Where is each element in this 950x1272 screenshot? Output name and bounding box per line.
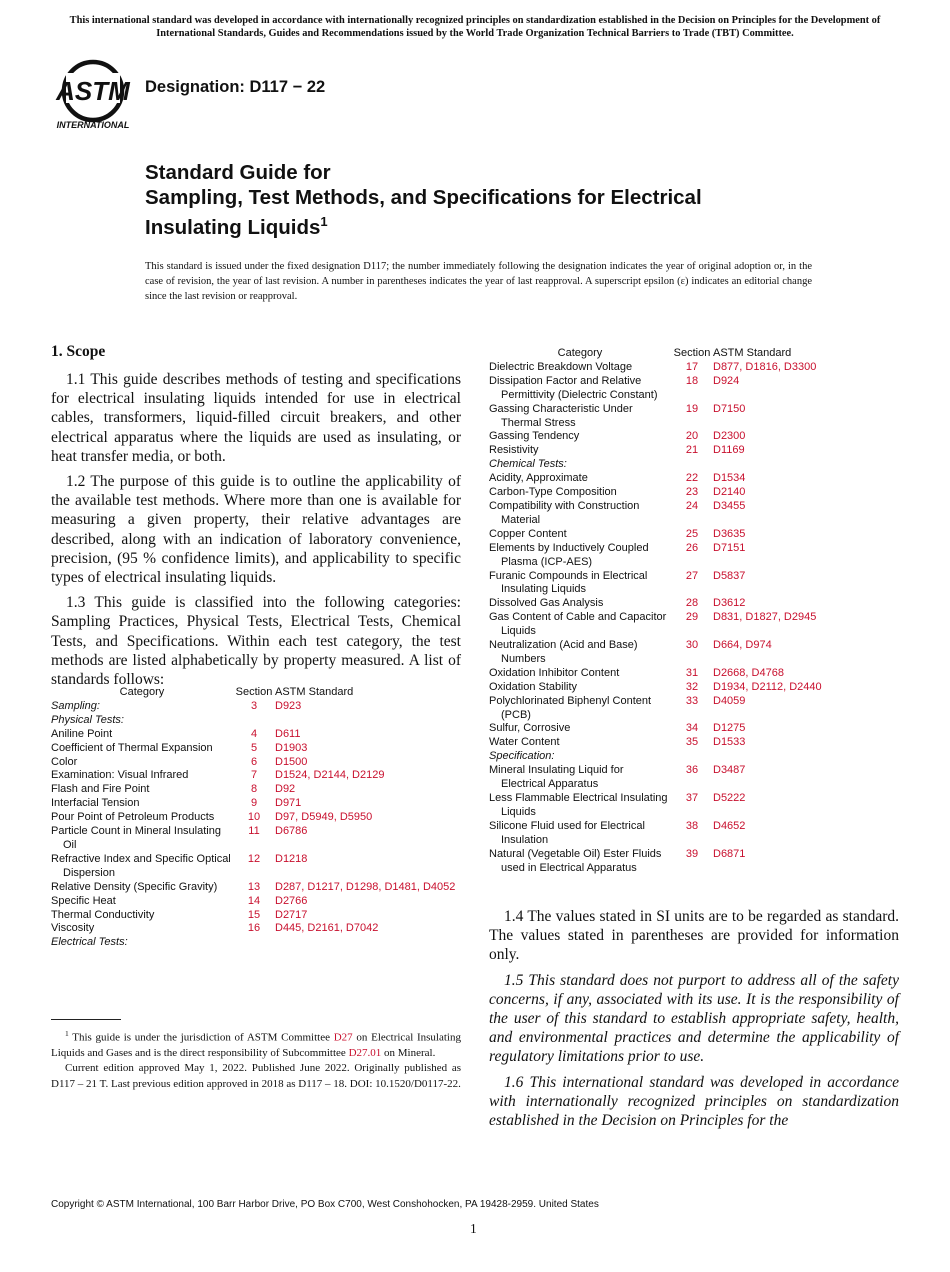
table-row — [489, 500, 909, 528]
standard-cell[interactable]: D6871 — [713, 847, 746, 860]
category-cell: Furanic Compounds in Electrical Insulating Liquids — [489, 569, 648, 596]
title-line-3 — [145, 210, 702, 240]
group-label: Sampling: — [51, 699, 100, 712]
category-cell: Dielectric Breakdown Voltage — [489, 360, 633, 373]
section-cell[interactable]: 35 — [685, 736, 699, 749]
astm-logo — [52, 57, 134, 133]
section-cell[interactable]: 28 — [685, 597, 699, 610]
standard-cell[interactable]: D2300 — [713, 430, 746, 443]
category-cell: Color — [51, 755, 78, 768]
header-category: Category — [119, 686, 165, 698]
table-group-row — [51, 714, 461, 728]
table-row — [489, 430, 909, 444]
standard-cell[interactable]: D2766 — [275, 894, 308, 907]
section-cell[interactable]: 27 — [685, 569, 699, 582]
footnote-1 — [51, 1026, 461, 1061]
standard-cell[interactable]: D664, D974 — [713, 639, 772, 652]
table-row — [51, 756, 461, 770]
title-line-2: Sampling, Test Methods, and Specifications for Electrical — [145, 185, 702, 209]
title-line-1: Standard Guide for — [145, 161, 331, 184]
paragraph-1-2: 1.2 The purpose of this guide is to outline the applicability of the available test methods. Where more than one is available for measuring a given property, their relative advantages are described, along with an indication of laboratory convenience, precision, (95 % confidence limits), and applicability to specific types of electrical insulating liquids. — [51, 473, 461, 587]
standard-cell[interactable]: D97, D5949, D5950 — [275, 811, 373, 824]
category-cell: Gassing Tendency — [489, 430, 580, 443]
standard-cell[interactable]: D1218 — [275, 852, 308, 865]
table-row — [489, 792, 909, 820]
section-cell[interactable]: 9 — [250, 797, 258, 810]
copyright: Copyright © ASTM International, 100 Barr Harbor Drive, PO Box C700, West Conshohocken, PA 19428-2959. United States — [51, 1199, 599, 1210]
standard-cell[interactable]: D923 — [275, 699, 302, 712]
section-cell[interactable]: 10 — [247, 811, 261, 824]
table-row — [51, 922, 461, 936]
table-row — [489, 472, 909, 486]
top-notice: This international standard was developed in accordance with internationally recognized principles on standardization established in the Decision on Principles for the Development of International Standards, Guides and Recommendations issued by the World Trade Organization Technical Barriers to Trade (TBT) Committee. — [69, 15, 881, 39]
table-header — [489, 347, 909, 361]
title-line-3-text: Insulating Liquids — [145, 215, 321, 239]
paragraph-1-1: 1.1 This guide describes methods of testing and specifications for electrical insulating liquids intended for use in electrical cables, transformers, liquid-filled circuit breakers, and other electrical apparatus where the liquids are used as insulating, or heat transfer media, or both. — [51, 371, 461, 465]
standard-cell[interactable]: D445, D2161, D7042 — [275, 922, 379, 935]
category-cell: Dissolved Gas Analysis — [489, 597, 604, 610]
section-cell[interactable]: 25 — [685, 527, 699, 540]
table-row — [489, 361, 909, 375]
category-cell: Flash and Fire Point — [51, 783, 150, 796]
table-group-row — [489, 458, 909, 472]
category-cell: Gassing Characteristic Under Thermal Stress — [489, 402, 633, 429]
table-group-row — [51, 936, 461, 950]
table-row — [51, 895, 461, 909]
standard-cell[interactable]: D92 — [275, 783, 296, 796]
table-row — [51, 769, 461, 783]
footnote — [51, 1026, 461, 1092]
table-header — [51, 686, 461, 700]
section-cell[interactable]: 22 — [685, 472, 699, 485]
section-cell[interactable]: 18 — [685, 374, 699, 387]
section-cell[interactable]: 4 — [250, 727, 258, 740]
group-label: Chemical Tests: — [489, 458, 567, 471]
paragraph-1-3: 1.3 This guide is classified into the following categories: Sampling Practices, Physical Tests, Electrical Tests, Chemical Tests, and Specifications. Within each test category, the test methods are listed alphabetically by property measured. A list of standards follows: — [51, 594, 461, 689]
category-cell: Oxidation Inhibitor Content — [489, 666, 620, 679]
table-right-rows — [489, 361, 909, 876]
category-cell: Interfacial Tension — [51, 797, 140, 810]
paragraph-1-5: 1.5 This standard does not purport to address all of the safety concerns, if any, associated with its use. It is the responsibility of the user of this standard to establish appropriate safety, health, and environmental practices and determine the applicability of regulatory limitations prior to use. — [489, 971, 899, 1066]
header-standard: ASTM Standard — [713, 347, 792, 359]
table-row — [51, 881, 461, 895]
header-section: Section — [673, 347, 711, 359]
standard-cell[interactable]: D611 — [275, 727, 301, 740]
standard-cell[interactable]: D1500 — [275, 755, 308, 768]
section-cell[interactable]: 12 — [247, 852, 261, 865]
logo-text: ASTM — [56, 76, 130, 106]
standard-cell[interactable]: D877, D1816, D3300 — [713, 360, 817, 373]
section-cell[interactable]: 13 — [247, 880, 261, 893]
section-cell[interactable]: 3 — [250, 699, 258, 712]
table-row — [489, 736, 909, 750]
table-group-row — [489, 750, 909, 764]
section-cell[interactable]: 39 — [685, 847, 699, 860]
footnote-text-a: This guide is under the jurisdiction of ASTM Committee — [72, 1031, 334, 1044]
section-cell[interactable]: 23 — [685, 486, 699, 499]
category-cell: Acidity, Approximate — [489, 472, 588, 485]
title-footnote-ref[interactable]: 1 — [320, 214, 328, 229]
category-cell: Polychlorinated Biphenyl Content (PCB) — [489, 694, 652, 721]
category-cell: Dissipation Factor and Relative Permittivity (Dielectric Constant) — [489, 374, 658, 401]
header-section: Section — [235, 686, 273, 698]
table-row — [489, 597, 909, 611]
standard-cell[interactable]: D1934, D2112, D2440 — [713, 680, 822, 693]
category-cell: Coefficient of Thermal Expansion — [51, 741, 213, 754]
table-row — [489, 542, 909, 570]
footnote-text-b: on Electrical Insulating Liquids and Gases and is the direct responsibility of Subcommittee — [51, 1031, 461, 1059]
category-cell: Thermal Conductivity — [51, 908, 155, 921]
section-cell[interactable]: 15 — [247, 908, 261, 921]
category-cell: Aniline Point — [51, 727, 113, 740]
standard-cell[interactable]: D1903 — [275, 741, 308, 754]
standard-cell[interactable]: D2668, D4768 — [713, 666, 784, 679]
category-cell: Less Flammable Electrical Insulating Liquids — [489, 792, 668, 818]
standard-cell[interactable]: D3612 — [713, 597, 746, 610]
section-cell[interactable]: 6 — [250, 755, 258, 768]
category-cell: Resistivity — [489, 444, 539, 457]
standard-cell[interactable]: D924 — [713, 374, 740, 387]
table-row — [489, 403, 909, 431]
section-cell[interactable]: 21 — [685, 444, 699, 457]
left-column-text — [51, 370, 461, 695]
table-group-row — [51, 700, 461, 714]
standard-cell[interactable]: D2140 — [713, 486, 746, 499]
table-row — [51, 728, 461, 742]
standard-cell[interactable]: D831, D1827, D2945 — [713, 611, 817, 624]
footnote-edition: Current edition approved May 1, 2022. Published June 2022. Originally published as D117 – 21 T. Last previous edition approved in 2018 as D117 – 18. DOI: 10.1520/D0117-22. — [51, 1062, 461, 1090]
category-cell: Oxidation Stability — [489, 680, 578, 693]
section-cell[interactable]: 19 — [685, 402, 699, 415]
table-row — [489, 722, 909, 736]
standard-note: This standard is issued under the fixed designation D117; the number immediately following the designation indicates the year of original adoption or, in the case of revision, the year of last revision. A number in parentheses indicates the year of last reapproval. A superscript epsilon (ε) indicates an editorial change since the last revision or reapproval. — [145, 261, 812, 302]
table-row — [51, 909, 461, 923]
footnote-marker: 1 — [65, 1029, 69, 1038]
section-cell[interactable]: 8 — [250, 783, 258, 796]
table-row — [489, 695, 909, 723]
standard-cell[interactable]: D5222 — [713, 792, 746, 804]
group-label: Electrical Tests: — [51, 936, 128, 949]
table-row — [489, 375, 909, 403]
category-cell: Elements by Inductively Coupled Plasma (ICP-AES) — [489, 541, 649, 568]
category-cell: Relative Density (Specific Gravity) — [51, 880, 218, 893]
standard-cell[interactable]: D1534 — [713, 472, 746, 485]
standard-cell[interactable]: D3635 — [713, 527, 746, 540]
section-cell[interactable]: 24 — [685, 499, 699, 512]
section-cell[interactable]: 32 — [685, 680, 699, 693]
table-row — [489, 611, 909, 639]
standard-cell[interactable]: D1533 — [713, 736, 746, 749]
header-standard: ASTM Standard — [275, 686, 354, 698]
standard-cell[interactable]: D971 — [275, 797, 302, 810]
table-row — [51, 853, 461, 881]
table-row — [51, 783, 461, 797]
table-row — [51, 825, 461, 853]
header-category: Category — [557, 347, 603, 359]
section-cell[interactable]: 34 — [685, 722, 699, 735]
table-row — [489, 528, 909, 542]
table-row — [489, 667, 909, 681]
category-cell: Carbon-Type Composition — [489, 486, 617, 499]
section-cell[interactable]: 30 — [685, 639, 699, 652]
subcommittee-link[interactable]: D27.01 — [348, 1046, 382, 1059]
section-cell[interactable]: 11 — [248, 825, 260, 838]
section-cell[interactable]: 38 — [685, 819, 699, 832]
section-cell[interactable]: 17 — [685, 360, 699, 373]
standards-table-left — [51, 686, 461, 950]
table-row — [489, 444, 909, 458]
category-cell: Silicone Fluid used for Electrical Insulation — [489, 819, 645, 846]
standards-table-right — [489, 347, 909, 875]
category-cell: Compatibility with Construction Material — [489, 499, 640, 526]
category-cell: Natural (Vegetable Oil) Ester Fluids used in Electrical Apparatus — [489, 847, 662, 874]
committee-link[interactable]: D27 — [333, 1031, 353, 1044]
section-cell[interactable]: 29 — [685, 611, 699, 624]
category-cell: Pour Point of Petroleum Products — [51, 811, 215, 824]
category-cell: Gas Content of Cable and Capacitor Liquids — [489, 611, 667, 638]
table-left-rows — [51, 700, 461, 950]
table-row — [489, 820, 909, 848]
standard-cell[interactable]: D4059 — [713, 694, 746, 707]
table-row — [489, 486, 909, 500]
page-number: 1 — [470, 1221, 477, 1236]
category-cell: Mineral Insulating Liquid for Electrical Apparatus — [489, 764, 624, 791]
section-cell[interactable]: 5 — [250, 741, 258, 754]
standard-cell[interactable]: D3487 — [713, 764, 746, 777]
section-cell[interactable]: 20 — [685, 430, 699, 443]
table-row — [489, 639, 909, 667]
category-cell: Neutralization (Acid and Base) Numbers — [489, 639, 638, 665]
section-cell[interactable]: 36 — [685, 764, 699, 777]
standard-cell[interactable]: D1524, D2144, D2129 — [275, 769, 385, 782]
table-row — [489, 681, 909, 695]
category-cell: Particle Count in Mineral Insulating Oil — [51, 825, 221, 851]
category-cell: Sulfur, Corrosive — [489, 722, 571, 735]
standard-cell[interactable]: D3455 — [713, 499, 746, 512]
right-column-text — [489, 907, 899, 1136]
standard-cell[interactable]: D1275 — [713, 722, 746, 735]
standard-cell[interactable]: D7150 — [713, 402, 746, 415]
standard-cell[interactable]: D2717 — [275, 908, 308, 921]
astm-logo-icon — [52, 57, 134, 133]
table-row — [51, 742, 461, 756]
table-row — [489, 848, 909, 876]
group-label: Physical Tests: — [51, 713, 124, 726]
footnote-divider — [51, 1019, 121, 1020]
document-title — [145, 161, 702, 240]
section-cell[interactable]: 14 — [247, 894, 261, 907]
standard-cell[interactable]: D4652 — [713, 819, 746, 832]
standard-cell[interactable]: D5837 — [713, 569, 746, 582]
footnote-text-c: on Mineral. — [381, 1046, 436, 1059]
category-cell: Water Content — [489, 736, 560, 749]
standard-cell[interactable]: D6786 — [275, 825, 308, 838]
paragraph-1-4: 1.4 The values stated in SI units are to be regarded as standard. The values stated in parentheses are provided for information only. — [489, 908, 899, 964]
section-cell[interactable]: 33 — [685, 694, 699, 707]
section-cell[interactable]: 26 — [685, 541, 699, 554]
section-cell[interactable]: 31 — [685, 666, 699, 679]
category-cell: Copper Content — [489, 527, 567, 540]
section-cell[interactable]: 37 — [685, 792, 699, 804]
logo-subtext: INTERNATIONAL — [56, 120, 130, 130]
section-heading-scope: 1. Scope — [51, 343, 106, 360]
table-row — [489, 764, 909, 792]
standard-cell[interactable]: D287, D1217, D1298, D1481, D4052 — [275, 880, 456, 893]
designation: Designation: D117 − 22 — [145, 78, 326, 96]
section-cell[interactable]: 7 — [250, 769, 258, 782]
table-row — [51, 811, 461, 825]
group-label: Specification: — [489, 750, 555, 763]
paragraph-1-6: 1.6 This international standard was developed in accordance with internationally recognized principles on standardization established in the Decision on Principles for the — [489, 1073, 899, 1130]
category-cell: Viscosity — [51, 922, 95, 935]
section-cell[interactable]: 16 — [247, 922, 261, 935]
table-row — [51, 797, 461, 811]
table-row — [489, 570, 909, 598]
category-cell: Specific Heat — [51, 894, 116, 907]
category-cell: Refractive Index and Specific Optical Dispersion — [51, 852, 231, 879]
category-cell: Examination: Visual Infrared — [51, 769, 189, 782]
standard-cell[interactable]: D1169 — [713, 444, 745, 457]
standard-cell[interactable]: D7151 — [713, 541, 746, 554]
